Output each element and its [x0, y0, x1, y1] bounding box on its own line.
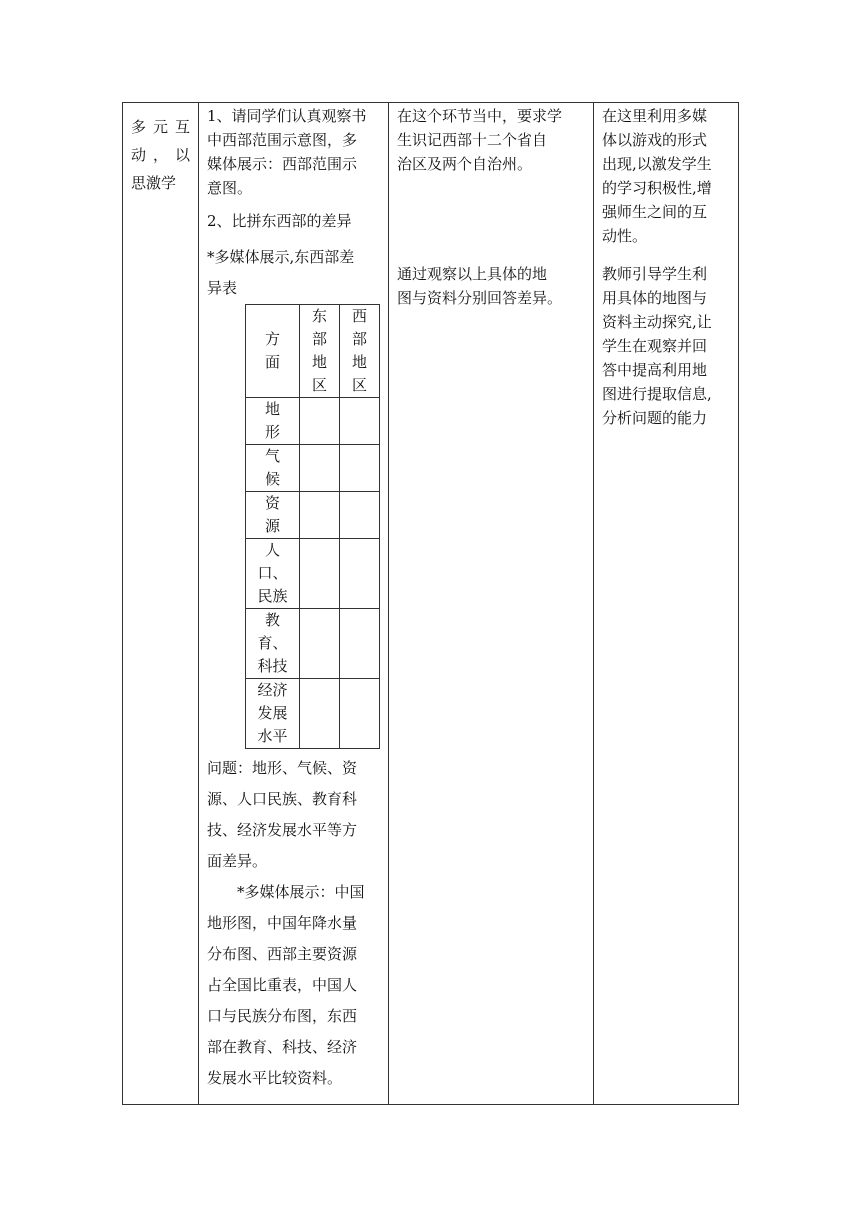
- row-label: 地 形: [246, 398, 300, 445]
- intro-line: 媒体展示：西部范围示: [207, 155, 358, 173]
- question-line: 问题：地形、气候、资: [207, 759, 358, 777]
- row-label: 气 候: [246, 445, 300, 492]
- row-label: 人 口、 民族: [246, 539, 300, 609]
- p2-line: 资料主动探究,让: [602, 313, 712, 331]
- media2-line: 部在教育、科技、经济: [207, 1038, 358, 1056]
- media2-line: 占全国比重表，中国人: [207, 976, 358, 994]
- p2-line: 教师引导学生利: [602, 265, 708, 283]
- item-2-line: 2、比拼东西部的差异: [207, 212, 352, 230]
- p1-line: 动性。: [602, 227, 648, 245]
- media2-line: 发展水平比较资料。: [207, 1069, 343, 1087]
- p2-line: 图进行提取信息,: [602, 385, 712, 403]
- p1-line: 在这里利用多媒: [602, 107, 708, 125]
- media-line: *多媒体展示,东西部差: [207, 248, 355, 266]
- east-cell: [300, 539, 340, 609]
- media2-line: 地形图，中国年降水量: [207, 914, 358, 932]
- west-cell: [340, 609, 380, 679]
- question-line: 面差异。: [207, 852, 268, 870]
- row-label: 教 育、 科技: [246, 609, 300, 679]
- p1-line: 强师生之间的互: [602, 203, 708, 221]
- east-cell: [300, 492, 340, 539]
- media-line: 异表: [207, 279, 238, 297]
- west-cell: [340, 492, 380, 539]
- stage-line: 思激学: [131, 174, 177, 192]
- east-west-comparison-table: [245, 304, 380, 749]
- east-cell: [300, 609, 340, 679]
- row-label: 资 源: [246, 492, 300, 539]
- p2-line: 图与资料分别回答差异。: [397, 289, 563, 307]
- design-intent-cell: [594, 103, 739, 1105]
- east-cell: [300, 445, 340, 492]
- east-cell: [300, 679, 340, 749]
- table-row: [246, 492, 380, 539]
- media2-line: 口与民族分布图，东西: [207, 1007, 358, 1025]
- media2-line: *多媒体展示：中国: [237, 883, 365, 901]
- lesson-plan-table: [122, 102, 739, 1105]
- p2-line: 答中提高利用地: [602, 361, 708, 379]
- teacher-activity-cell: [199, 103, 389, 1105]
- stage-line: 多元互: [131, 118, 190, 136]
- p1-line: 出现,以激发学生: [602, 155, 712, 173]
- media2-line: 分布图、西部主要资源: [207, 945, 358, 963]
- question-line: 技、经济发展水平等方: [207, 821, 358, 839]
- header-west: 西 部 地 区: [340, 305, 380, 398]
- header-east: 东 部 地 区: [300, 305, 340, 398]
- east-cell: [300, 398, 340, 445]
- table-row: [246, 609, 380, 679]
- table-row: [246, 445, 380, 492]
- p2-line: 通过观察以上具体的地: [397, 265, 548, 283]
- west-cell: [340, 539, 380, 609]
- table-row: [246, 398, 380, 445]
- west-cell: [340, 679, 380, 749]
- table-row: [246, 679, 380, 749]
- p2-line: 学生在观察并回: [602, 337, 708, 355]
- question-line: 源、人口民族、教育科: [207, 790, 358, 808]
- west-cell: [340, 398, 380, 445]
- intro-line: 中西部范围示意图，多: [207, 131, 358, 149]
- stage-cell: [123, 103, 199, 1105]
- west-cell: [340, 445, 380, 492]
- p1-line: 在这个环节当中，要求学: [397, 107, 563, 125]
- intro-line: 意图。: [207, 179, 253, 197]
- p2-line: 分析问题的能力: [602, 409, 708, 427]
- table-row: [246, 539, 380, 609]
- p1-line: 治区及两个自治州。: [397, 155, 533, 173]
- p1-line: 的学习积极性,增: [602, 179, 712, 197]
- p1-line: 体以游戏的形式: [602, 131, 708, 149]
- student-activity-cell: [389, 103, 594, 1105]
- p1-line: 生识记西部十二个省自: [397, 131, 548, 149]
- intro-line: 1、请同学们认真观察书: [207, 107, 367, 125]
- row-label: 经济 发展 水平: [246, 679, 300, 749]
- header-aspect: 方 面: [246, 305, 300, 398]
- stage-line: 动，以: [131, 146, 190, 164]
- p2-line: 用具体的地图与: [602, 289, 708, 307]
